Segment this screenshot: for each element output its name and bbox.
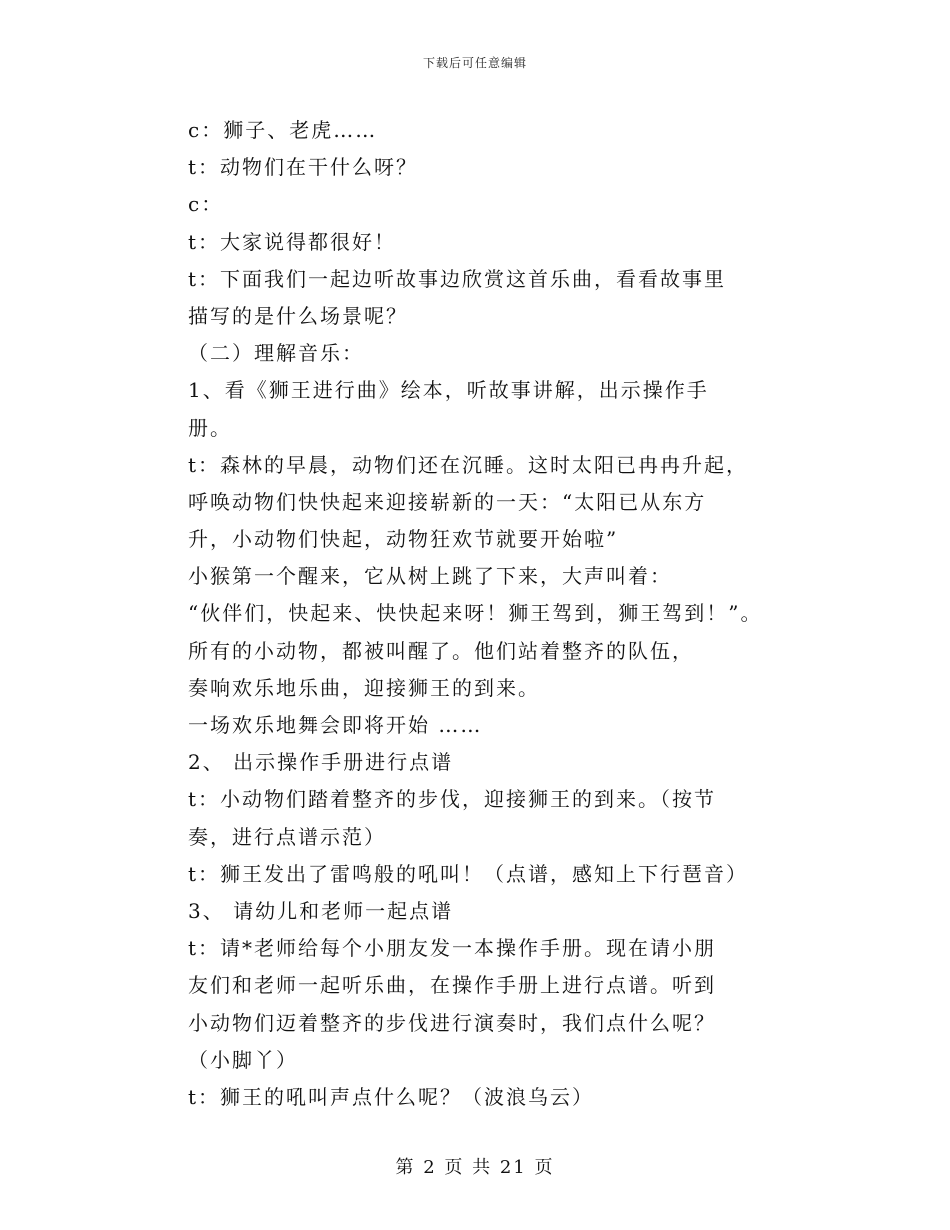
page-header: 下载后可任意编辑 — [422, 56, 527, 70]
text-line: 描写的是什么场景呢？ — [188, 303, 408, 328]
text-line: 呼唤动物们快快起来迎接崭新的一天：“太阳已从东方 — [188, 489, 707, 514]
text-line: t：森林的早晨，动物们还在沉睡。这时太阳已冉冉升起， — [188, 452, 749, 477]
text-line: “伙伴们，快起来、快快起来呀！狮王驾到，狮王驾到！”。 — [188, 601, 763, 626]
text-line: 2、 出示操作手册进行点谱 — [188, 750, 454, 775]
text-line: 3、 请幼儿和老师一起点谱 — [188, 898, 454, 923]
text-line: t：请*老师给每个小朋友发一本操作手册。现在请小朋 — [188, 936, 717, 961]
text-line: t：大家说得都很好！ — [188, 229, 397, 254]
text-line: 所有的小动物，都被叫醒了。他们站着整齐的队伍， — [188, 638, 694, 663]
text-line: t：小动物们踏着整齐的步伐，迎接狮王的到来。（按节 — [188, 787, 717, 812]
text-line: 升，小动物们快起，动物狂欢节就要开始啦” — [188, 527, 619, 552]
text-line: t：下面我们一起边听故事边欣赏这首乐曲，看看故事里 — [188, 266, 727, 291]
text-line: （小脚丫） — [188, 1047, 298, 1072]
section-heading: （二）理解音乐： — [188, 341, 364, 366]
text-line: 一场欢乐地舞会即将开始 …… — [188, 713, 483, 737]
text-line: c：狮子、老虎…… — [188, 118, 378, 142]
text-line: c： — [188, 192, 224, 217]
text-line: 奏，进行点谱示范） — [188, 824, 386, 849]
text-line: 小猴第一个醒来，它从树上跳了下来，大声叫着： — [188, 564, 672, 589]
text-line: 友们和老师一起听乐曲，在操作手册上进行点谱。听到 — [188, 973, 716, 998]
text-line: t：狮王的吼叫声点什么呢？（波浪乌云） — [188, 1084, 595, 1109]
text-line: 奏响欢乐地乐曲，迎接狮王的到来。 — [188, 675, 540, 700]
text-line: t：动物们在干什么呀？ — [188, 155, 419, 180]
document-body — [188, 112, 908, 1116]
text-line: 1、看《狮王进行曲》绘本，听故事讲解，出示操作手 — [188, 378, 709, 403]
text-line: 小动物们迈着整齐的步伐进行演奏时，我们点什么呢？ — [188, 1010, 716, 1035]
page-footer: 第 2 页 共 21 页 — [395, 1157, 555, 1178]
text-line: t：狮王发出了雷鸣般的吼叫！（点谱，感知上下行琶音） — [188, 861, 749, 886]
text-line: 册。 — [188, 415, 232, 440]
